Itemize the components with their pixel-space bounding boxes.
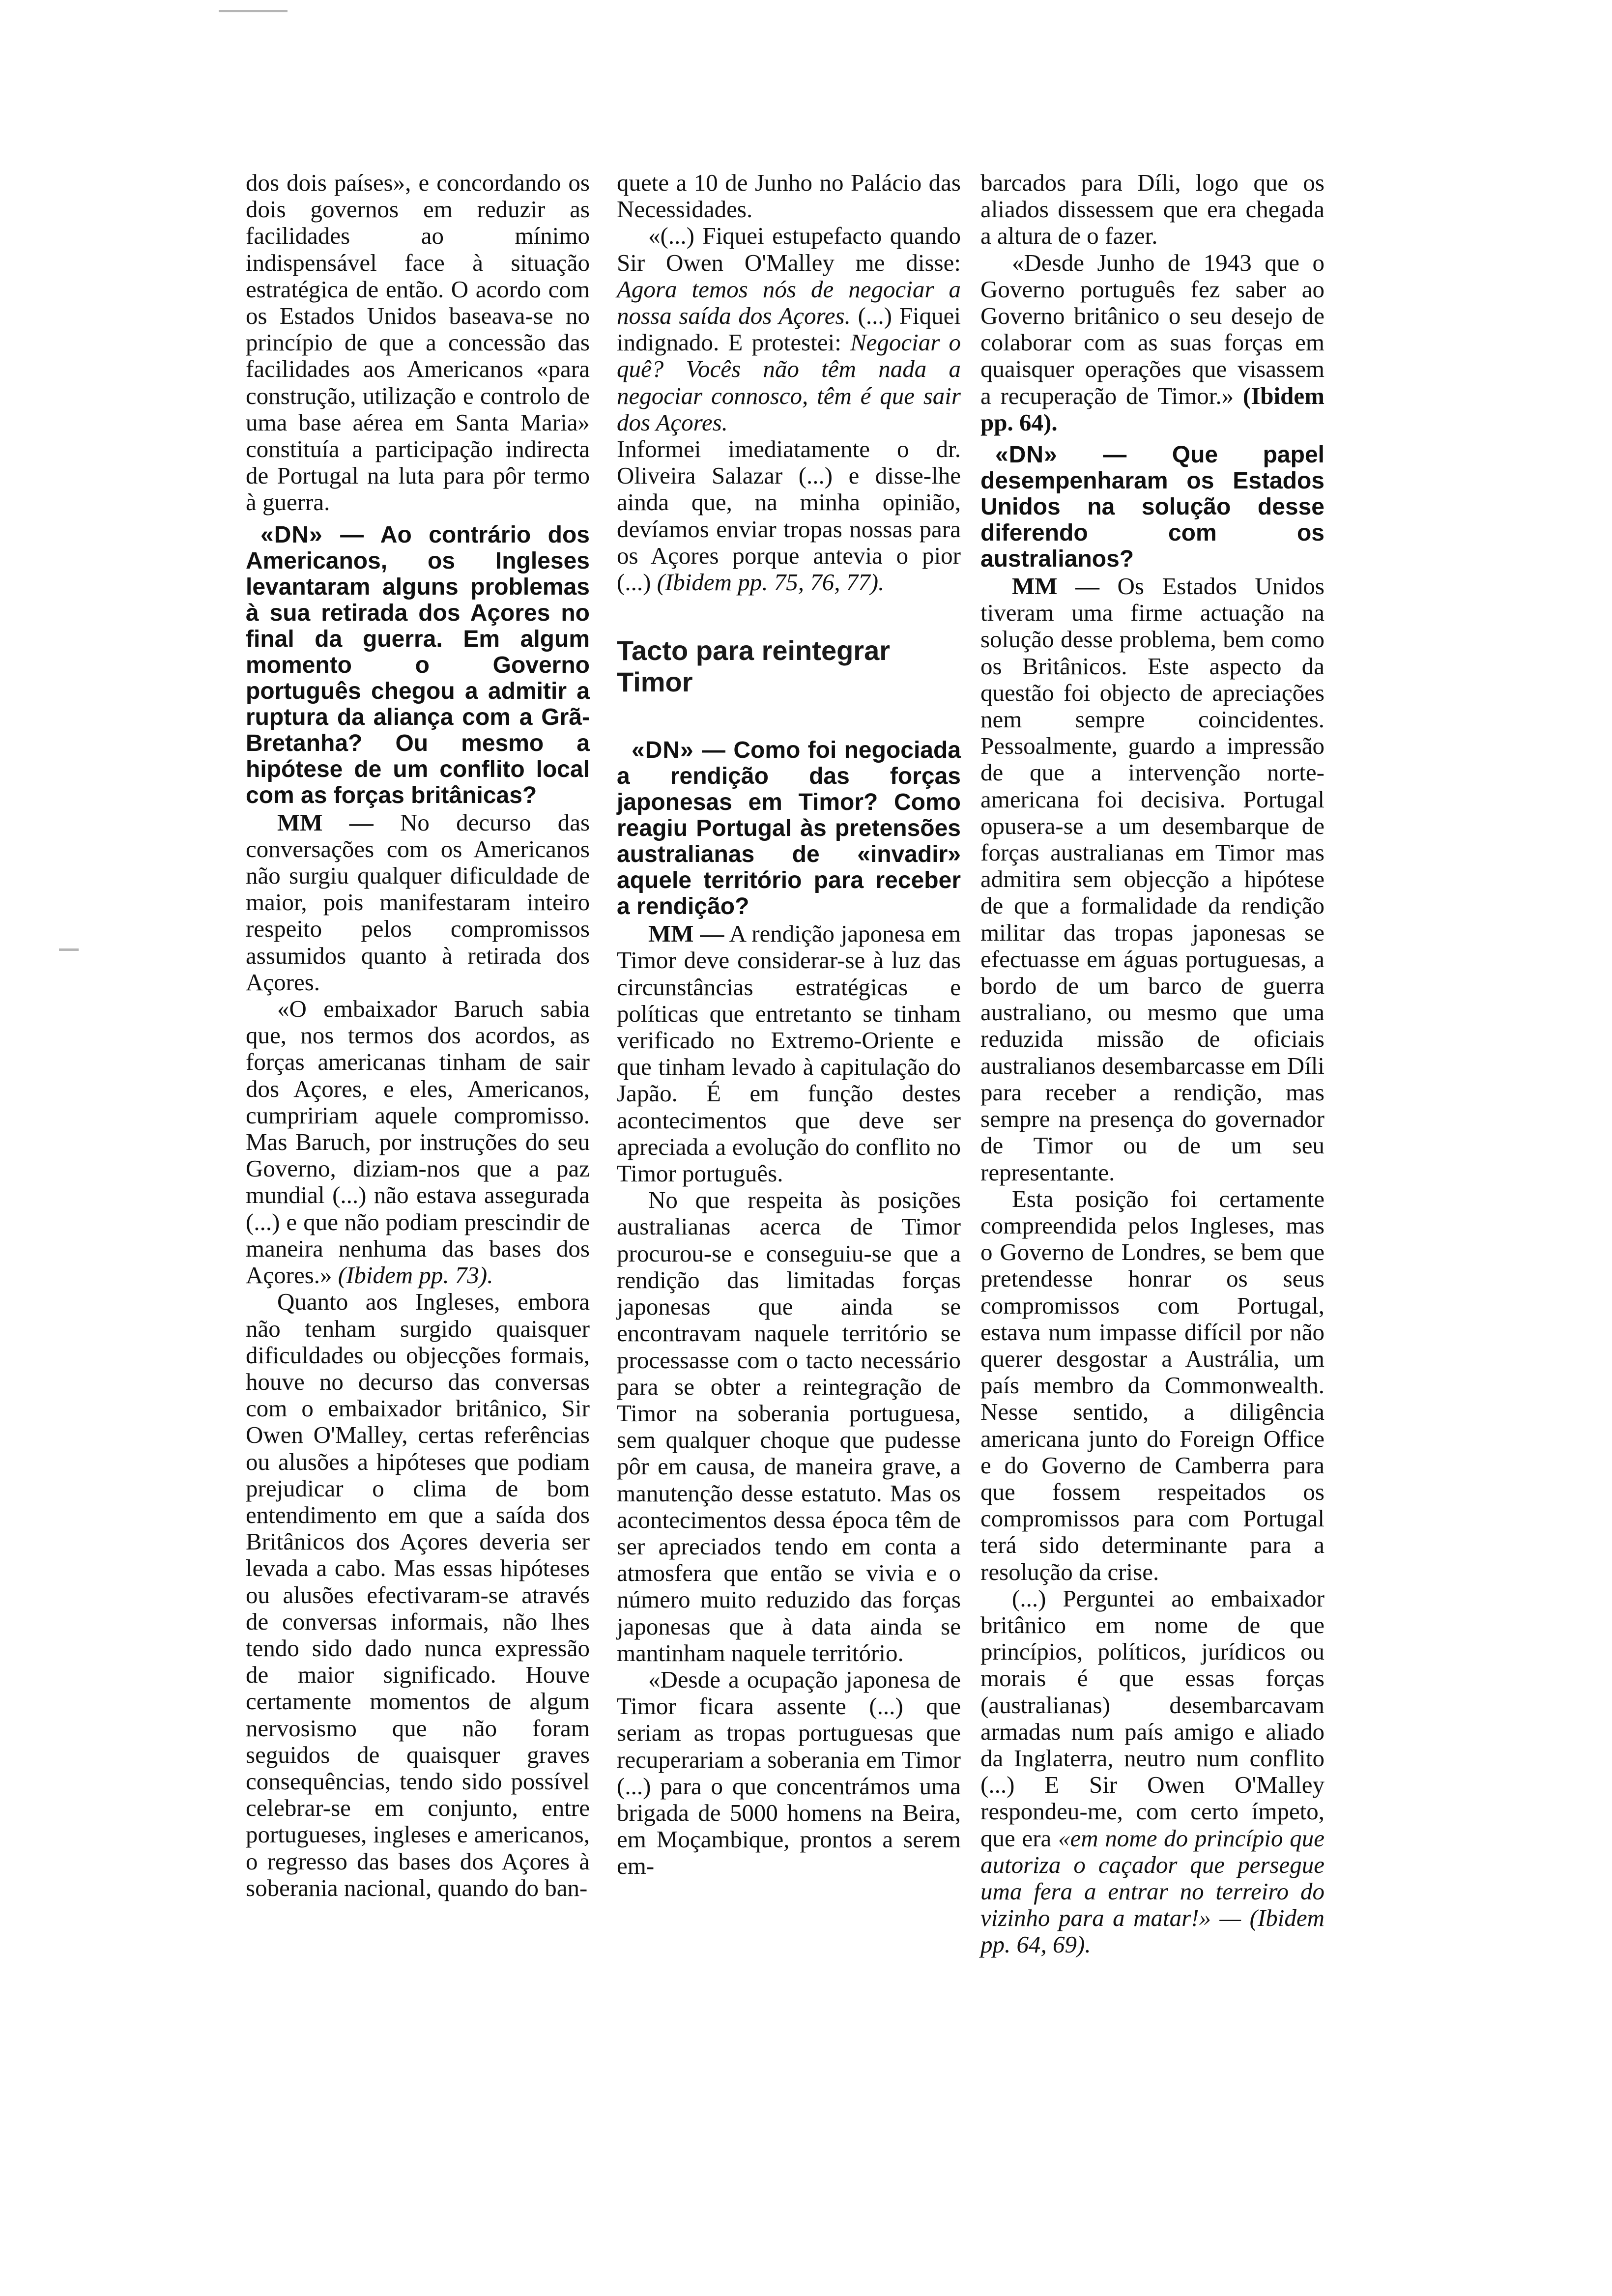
section-heading: Tacto para reintegrar Timor xyxy=(617,635,891,698)
citation: (Ibidem pp. 64). xyxy=(980,382,1324,436)
article-column-2 xyxy=(617,170,961,1880)
paragraph-text: Informei imediatamente o dr. Oliveira Salazar (...) e disse-lhe ainda que, na minha opinião, devíamos enviar tropas nossas para os Açores porque antevia o pior (...) xyxy=(617,435,961,596)
question-lead: «DN» — xyxy=(995,442,1127,468)
answer-lead: MM — xyxy=(648,920,724,947)
answer-text: Os Estados Unidos tiveram uma firme actuação na solução desse problema, bem como os Britânicos. Este aspecto da questão foi objecto de apreciações nem sempre coincidentes. Pessoalmente, guardo a impressão de que a intervenção norte-americana foi decisiva. Portugal opusera-se a um desembarque de forças australianas em Timor mas admitira sem objecção a hipótese de que a formalidade da rendição militar das tropas japonesas se efectuasse em águas portuguesas, a bordo de um barco de guerra australiano, ou mesmo que uma reduzida missão de oficiais australianos desembarcasse em Díli para receber a rendição, mas sempre na presença do governador de Timor ou de um seu representante. xyxy=(980,573,1325,1186)
paragraph xyxy=(246,996,590,1289)
scan-artifact xyxy=(59,948,79,951)
question-lead: «DN» — xyxy=(260,521,365,548)
scan-artifact xyxy=(219,10,288,12)
citation: (Ibidem pp. 73). xyxy=(338,1262,493,1289)
article-column-3 xyxy=(980,170,1324,1958)
interview-question xyxy=(980,442,1324,572)
quote-text: «O embaixador Baruch sabia que, nos termos dos acordos, as forças americanas tinham de sair dos Açores, e eles, Americanos, cumpririam aquele compromisso. Mas Baruch, por instruções do seu Governo, diziam-nos que a paz mundial (...) não estava assegurada (...) e que não podiam prescindir de maneira nenhuma das bases dos Açores.» xyxy=(246,995,590,1289)
citation: (Ibidem pp. 75, 76, 77). xyxy=(657,569,885,596)
answer-lead: MM — xyxy=(277,808,374,836)
paragraph xyxy=(617,436,961,596)
interview-question xyxy=(617,737,961,919)
paragraph xyxy=(617,223,961,436)
paragraph: dos dois países», e concordando os dois governos em reduzir as facilidades ao mínimo indispensável face à situação estratégica de então. O acordo com os Estados Unidos baseava-se no princípio de que a concessão das facilidades aos Americanos «para construção, utilização e controlo de uma base aérea em Santa Maria» constituía a participação indirecta de Portugal na luta para pôr termo à guerra. xyxy=(246,169,590,516)
interview-answer xyxy=(980,573,1324,1186)
quote-text: (...) Fiquei indignado. E protestei: xyxy=(617,302,961,356)
paragraph: No que respeita às posições australianas acerca de Timor procurou-se e conseguiu-se que a rendição das limitadas forças japonesas que ainda se encontravam naquele território se processasse com o tacto necessário para se obter a reintegração de Timor na soberania portuguesa, sem qualquer choque que pudesse pôr em causa, de maneira grave, a manutenção desse estatuto. Mas os acontecimentos dessa época têm de ser apreciados tendo em conta a atmosfera que então se vivia e o número muito reduzido das forças japonesas que à data ainda se mantinham naquele território. xyxy=(617,1186,961,1666)
article-column-1 xyxy=(246,170,590,1901)
quote-italic: Negociar o quê? Vocês não têm nada a negociar connosco, têm é que sair dos Açores. xyxy=(617,329,961,436)
interview-question xyxy=(246,522,590,808)
paragraph-text: (...) Perguntei ao embaixador britânico em nome de que princípios, políticos, jurídicos ou morais é que essas forças (australianas) desembarcavam armadas num país amigo e aliado da Inglaterra, neutro num conflito (...) E Sir Owen O'Malley respondeu-me, com certo ímpeto, que era xyxy=(980,1584,1324,1852)
answer-text: No decurso das conversações com os Americanos não surgiu qualquer dificuldade de maior, pois manifestaram inteiro respeito pelos compromissos assumidos quanto à retirada dos Açores. xyxy=(246,808,590,996)
question-text: Ao contrário dos Americanos, os Ingleses levantaram alguns problemas à sua retirada dos Açores no final da guerra. Em algum momento o Governo português chegou a admitir a ruptura da aliança com a Grã-Bretanha? Ou mesmo a hipótese de um conflito local com as forças britânicas? xyxy=(246,521,590,808)
quote-text: «(...) Fiquei estupefacto quando Sir Owen O'Malley me disse: xyxy=(617,222,961,276)
quote-italic: «em nome do princípio que autoriza o caçador que persegue uma fera a entrar no terreiro do vizinho para a matar!» — (Ibidem pp. 64, 69). xyxy=(980,1824,1324,1958)
paragraph: Esta posição foi certamente compreendida pelos Ingleses, mas o Governo de Londres, se bem que pretendesse honrar os seus compromissos com Portugal, estava num impasse difícil por não querer desgostar a Austrália, um país membro da Commonwealth. Nesse sentido, a diligência americana junto do Foreign Office e do Governo de Camberra para que fossem respeitados os compromissos para com Portugal terá sido determinante para a resolução da crise. xyxy=(980,1185,1324,1585)
quote-italic: Agora temos nós de negociar a nossa saída dos Açores. xyxy=(617,275,961,330)
question-text: Como foi negociada a rendição das forças japonesas em Timor? Como reagiu Portugal às pretensões australianas de «invadir» aquele território para receber a rendição? xyxy=(617,737,961,920)
answer-lead: MM — xyxy=(1012,573,1100,600)
paragraph xyxy=(980,250,1324,436)
interview-answer xyxy=(617,920,961,1187)
paragraph: Quanto aos Ingleses, embora não tenham surgido quaisquer dificuldades ou objecções formais, houve no decurso das conversas com o embaixador britânico, Sir Owen O'Malley, certas referências ou alusões a hipóteses que podiam prejudicar o clima de bom entendimento em que a saída dos Britânicos dos Açores deveria ser levada a cabo. Mas essas hipóteses ou alusões efectivaram-se através de conversas informais, não lhes tendo sido dado nunca expressão de maior significado. Houve certamente momentos de algum nervosismo que não foram seguidos de quaisquer graves consequências, tendo sido possível celebrar-se em conjunto, entre portugueses, ingleses e americanos, o regresso das bases dos Açores à soberania nacional, quando do ban- xyxy=(246,1288,590,1901)
answer-text: A rendição japonesa em Timor deve considerar-se à luz das circunstâncias estratégicas e políticas que entretanto se tinham verificado no Extremo-Oriente e que tinham levado à capitulação do Japão. É em função destes acontecimentos que deve ser apreciada a evolução do conflito no Timor português. xyxy=(617,920,961,1187)
question-lead: «DN» — xyxy=(632,737,726,764)
paragraph xyxy=(980,1585,1324,1958)
quote-text: «Desde Junho de 1943 que o Governo português fez saber ao Governo britânico o seu desejo de colaborar com as suas forças em quaisquer operações que visassem a recuperação de Timor.» xyxy=(980,249,1324,409)
paragraph: quete a 10 de Junho no Palácio das Necessidades. xyxy=(617,169,961,223)
paragraph: barcados para Díli, logo que os aliados dissessem que era chegada a altura de o fazer. xyxy=(980,169,1324,250)
paragraph: «Desde a ocupação japonesa de Timor ficara assente (...) que seriam as tropas portuguesas que recuperariam a soberania em Timor (...) para o que concentrámos uma brigada de 5000 homens na Beira, em Moçambique, prontos a serem em- xyxy=(617,1665,961,1880)
interview-answer xyxy=(246,809,590,996)
question-text: Que papel desempenharam os Estados Unidos na solução desse diferendo com os australianos? xyxy=(980,442,1324,573)
